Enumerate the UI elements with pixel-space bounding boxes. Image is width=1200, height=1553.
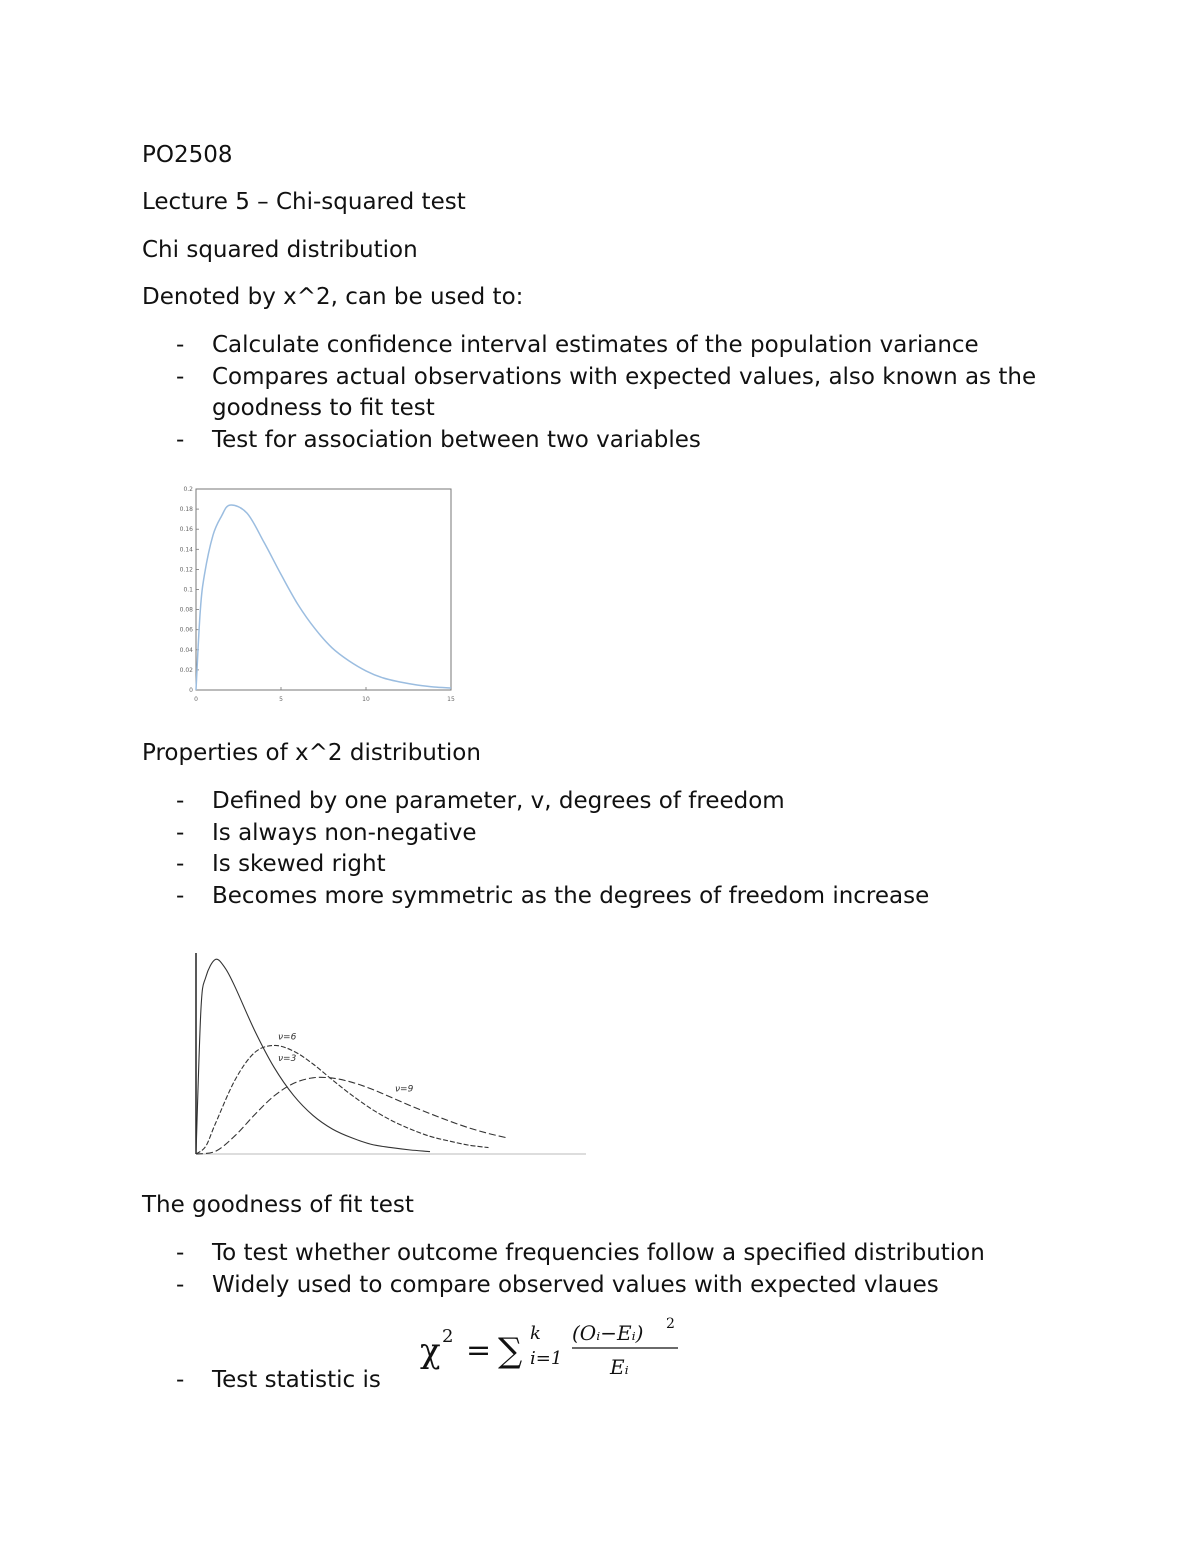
list-item-text: Test statistic is [212, 1367, 381, 1393]
series-line [196, 1077, 508, 1154]
series-label: ν=3 [278, 1054, 297, 1065]
section-heading-chi-squared: Chi squared distribution [142, 237, 418, 263]
list-item [142, 818, 1092, 850]
formula-sum-sign: ∑ [498, 1331, 523, 1371]
pdf-line [196, 505, 451, 690]
bullet-dash: - [176, 1240, 185, 1266]
list-item [142, 362, 1092, 425]
y-tick-label: 0.18 [179, 506, 193, 514]
list-item [142, 849, 1092, 881]
properties-bullet-list [142, 786, 1092, 912]
degrees-of-freedom-chart [180, 945, 600, 1165]
list-item-text: Compares actual observations with expected values, also known as the goodness to fit test [212, 363, 1037, 421]
x-tick-label: 0 [194, 696, 198, 703]
list-item-text: Becomes more symmetric as the degrees of freedom increase [212, 882, 930, 909]
section-heading-properties: Properties of x^2 distribution [142, 740, 481, 766]
list-item [142, 1270, 1092, 1302]
list-item [142, 425, 1092, 457]
list-item [142, 1238, 1092, 1270]
x-tick-label: 10 [362, 696, 370, 703]
x-tick-label: 5 [279, 696, 283, 703]
formula-equals: = [466, 1333, 492, 1368]
formula-upper-limit: k [530, 1323, 541, 1344]
uses-bullet-list [142, 330, 1092, 456]
bullet-dash: - [176, 819, 185, 846]
goodness-of-fit-bullet-list [142, 1238, 1092, 1301]
bullet-dash: - [176, 788, 185, 814]
chi-squared-formula [420, 1312, 700, 1392]
formula-chi: χ [420, 1331, 441, 1371]
series-line [196, 1045, 489, 1154]
list-item-text: To test whether outcome frequencies follow a specified distribution [212, 1240, 985, 1266]
bullet-dash: - [176, 363, 185, 390]
y-tick-label: 0.14 [179, 546, 193, 554]
y-tick-label: 0.12 [179, 566, 193, 574]
list-item-text: Calculate confidence interval estimates of the population variance [212, 332, 979, 358]
y-tick-label: 0.1 [183, 586, 193, 594]
plot-frame [196, 489, 451, 690]
y-tick-label: 0.2 [183, 486, 193, 493]
series-line [196, 959, 430, 1154]
list-item-text: Is skewed right [212, 851, 386, 877]
chi-squared-pdf-chart [170, 480, 470, 710]
course-code: PO2508 [142, 142, 233, 168]
bullet-dash: - [176, 1271, 185, 1298]
lecture-title: Lecture 5 – Chi-squared test [142, 189, 466, 215]
list-item [142, 881, 1092, 913]
bullet-dash: - [176, 332, 185, 358]
y-tick-label: 0.16 [179, 526, 193, 534]
formula-chi-exponent: 2 [442, 1326, 454, 1347]
y-tick-label: 0.08 [179, 606, 193, 614]
list-item-text: Widely used to compare observed values with expected vlaues [212, 1271, 939, 1298]
list-item-text: Defined by one parameter, v, degrees of freedom [212, 788, 785, 814]
x-tick-label: 15 [447, 696, 455, 703]
formula-numerator-exponent: 2 [666, 1316, 675, 1332]
list-item-text: Test for association between two variables [212, 426, 701, 453]
y-tick-label: 0 [189, 687, 193, 694]
y-tick-label: 0.06 [179, 626, 193, 634]
section-heading-goodness-of-fit: The goodness of fit test [142, 1192, 414, 1218]
bullet-dash: - [176, 882, 185, 909]
list-item [142, 786, 1092, 818]
list-item-text: Is always non-negative [212, 819, 477, 846]
y-tick-label: 0.02 [179, 666, 193, 674]
list-item [142, 330, 1092, 362]
formula-numerator: (Oᵢ−Eᵢ) [572, 1321, 644, 1345]
bullet-dash: - [176, 851, 185, 877]
series-label: ν=6 [278, 1032, 297, 1043]
section-intro: Denoted by x^2, can be used to: [142, 284, 524, 310]
y-tick-label: 0.04 [179, 646, 193, 654]
bullet-dash: - [176, 1367, 185, 1393]
formula-denominator: Eᵢ [610, 1355, 629, 1379]
bullet-dash: - [176, 426, 185, 453]
series-label: ν=9 [395, 1084, 414, 1095]
formula-lower-limit: i=1 [530, 1348, 563, 1369]
